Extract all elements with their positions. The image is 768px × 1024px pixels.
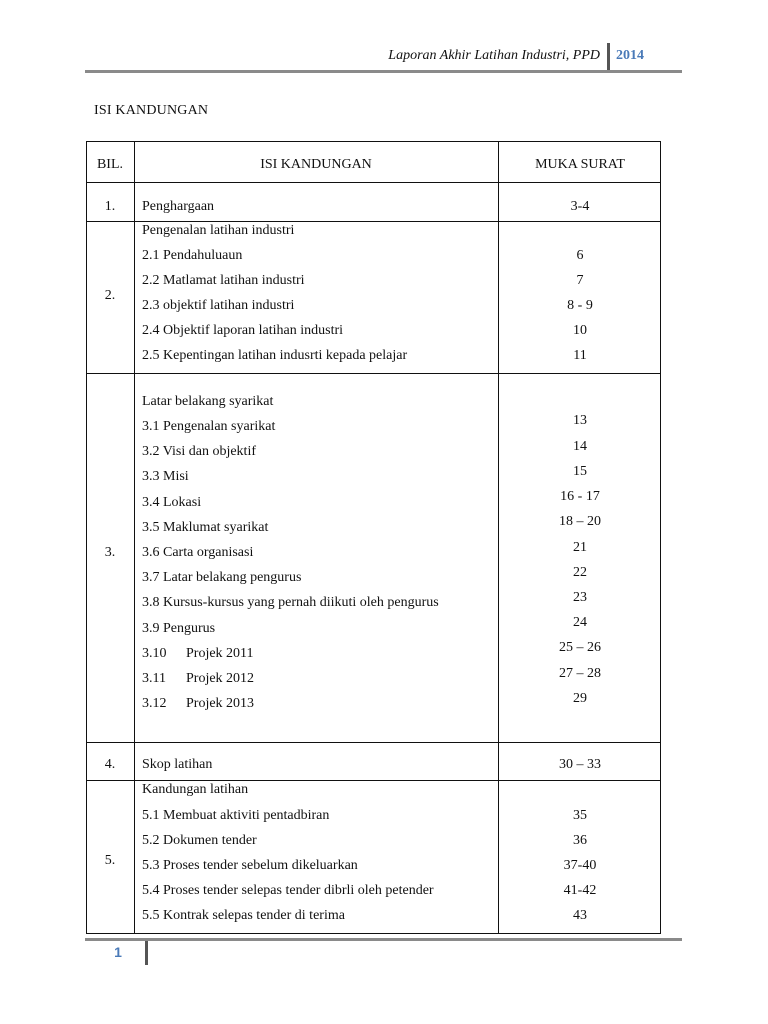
- section-number: 2.: [104, 288, 116, 303]
- row-divider: [86, 373, 661, 374]
- section-number: 4.: [104, 757, 116, 772]
- section-number: 3.: [104, 545, 116, 560]
- toc-item-label: 5.2 Dokumen tender: [142, 833, 257, 848]
- section-page: 30 – 33: [559, 757, 601, 772]
- toc-item-text: Projek 2012: [186, 671, 255, 686]
- toc-item-page: 35: [573, 808, 587, 823]
- toc-item-label: [142, 691, 497, 716]
- section-number: 5.: [104, 853, 116, 868]
- toc-item-label: 5.5 Kontrak selepas tender di terima: [142, 908, 345, 923]
- toc-item-label: 3.5 Maklumat syarikat: [142, 520, 269, 535]
- toc-item-page: 15: [573, 464, 587, 479]
- toc-item-label: 3.3 Misi: [142, 469, 189, 484]
- toc-item-page: 29: [573, 691, 587, 706]
- running-header-title: Laporan Akhir Latihan Industri, PPD: [388, 48, 600, 63]
- toc-item-label: 3.4 Lokasi: [142, 495, 202, 510]
- header-rule: [85, 70, 682, 73]
- toc-item-label: 2.5 Kepentingan latihan indusrti kepada pelajar: [142, 348, 408, 363]
- toc-item-label: 3.2 Visi dan objektif: [142, 444, 257, 459]
- toc-item-page: 43: [573, 908, 587, 923]
- toc-item-page: 8 - 9: [567, 298, 593, 313]
- toc-item-page: 24: [573, 615, 587, 630]
- column-header-muka-surat: MUKA SURAT: [535, 157, 625, 172]
- toc-item-page: 7: [576, 273, 584, 288]
- toc-item-label: 2.1 Pendahuluaun: [142, 248, 243, 263]
- row-divider: [86, 742, 661, 743]
- page-title: ISI KANDUNGAN: [94, 103, 209, 118]
- section-title: Latar belakang syarikat: [142, 394, 274, 409]
- toc-item-label: 5.3 Proses tender sebelum dikeluarkan: [142, 858, 358, 873]
- toc-item-number: 3.12: [142, 696, 167, 711]
- toc-item-page: 22: [573, 565, 587, 580]
- footer-rule: [85, 938, 682, 941]
- running-header-year: 2014: [616, 48, 644, 63]
- section-title: Skop latihan: [142, 757, 213, 772]
- toc-item-text: Projek 2013: [186, 696, 255, 711]
- header-divider: [607, 43, 610, 73]
- toc-item-label: [142, 641, 497, 666]
- toc-item-page: 16 - 17: [560, 489, 600, 504]
- toc-item-label: 2.2 Matlamat latihan industri: [142, 273, 305, 288]
- toc-item-page: 18 – 20: [559, 514, 601, 529]
- toc-item-page: 10: [573, 323, 587, 338]
- toc-item-page: 21: [573, 540, 587, 555]
- section-number: 1.: [104, 199, 116, 214]
- toc-item-label: 3.6 Carta organisasi: [142, 545, 254, 560]
- toc-item-page: 41-42: [563, 883, 597, 898]
- toc-item-page: 37-40: [563, 858, 597, 873]
- footer-divider: [145, 941, 148, 965]
- toc-item-page: 14: [573, 439, 587, 454]
- toc-item-label: 3.8 Kursus-kursus yang pernah diikuti oleh pengurus: [142, 595, 439, 610]
- toc-item-page: 27 – 28: [559, 666, 601, 681]
- toc-item-label: [142, 666, 497, 691]
- row-divider: [86, 182, 661, 183]
- column-header-isi-kandungan: ISI KANDUNGAN: [260, 157, 372, 172]
- toc-item-number: 3.11: [142, 671, 166, 686]
- toc-item-label: 5.1 Membuat aktiviti pentadbiran: [142, 808, 330, 823]
- toc-item-page: 36: [573, 833, 587, 848]
- page-number: 1: [114, 944, 122, 960]
- section-title: Penghargaan: [142, 199, 215, 214]
- toc-item-label: 3.1 Pengenalan syarikat: [142, 419, 276, 434]
- toc-item-text: Projek 2011: [186, 646, 254, 661]
- toc-item-page: 11: [573, 348, 587, 363]
- toc-item-page: 13: [573, 413, 587, 428]
- section-page: 3-4: [570, 199, 590, 214]
- toc-item-label: 3.9 Pengurus: [142, 621, 216, 636]
- column-divider-1: [134, 141, 135, 934]
- toc-item-number: 3.10: [142, 646, 167, 661]
- section-title: Pengenalan latihan industri: [142, 223, 295, 238]
- section-title: Kandungan latihan: [142, 782, 249, 797]
- toc-item-label: 2.4 Objektif laporan latihan industri: [142, 323, 344, 338]
- toc-item-label: 5.4 Proses tender selepas tender dibrli oleh petender: [142, 883, 434, 898]
- toc-item-page: 23: [573, 590, 587, 605]
- column-header-bil: BIL.: [96, 157, 124, 172]
- toc-item-label: 2.3 objektif latihan industri: [142, 298, 295, 313]
- toc-item-page: 6: [576, 248, 584, 263]
- toc-item-label: 3.7 Latar belakang pengurus: [142, 570, 302, 585]
- toc-item-page: 25 – 26: [559, 640, 601, 655]
